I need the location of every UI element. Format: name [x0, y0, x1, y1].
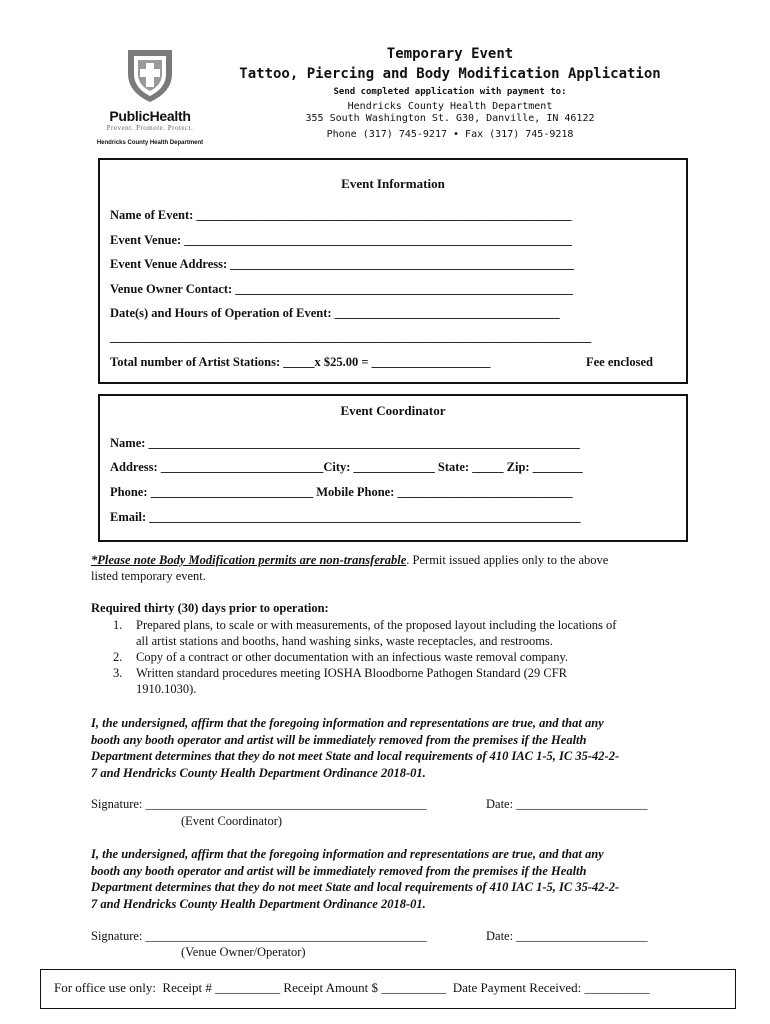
send-note: Send completed application with payment to: [333, 87, 567, 97]
venue-owner-field[interactable]: Venue Owner Contact: ______________________________________________________ [110, 282, 573, 296]
logo-tagline: Prevent. Promote. Protect. [106, 124, 194, 132]
section-title: Event Information [341, 176, 445, 191]
requirements-heading: Required thirty (30) days prior to operation: [91, 601, 329, 615]
coordinator-name-field[interactable]: Name: _____________________________________________________________________ [110, 436, 580, 450]
affirmation-line: booth any booth operator and artist will be immediately removed from the premises if the Health [91, 733, 587, 747]
requirement-item-1: Prepared plans, to scale or with measurements, of the proposed layout including the locations of [136, 618, 617, 632]
requirement-item-2: Copy of a contract or other documentation with an infectious waste removal company. [136, 650, 569, 664]
coordinator-phone-field[interactable]: Phone: __________________________ Mobile Phone: ____________________________ [110, 485, 573, 499]
requirement-item-1-cont: all artist stations and booths, hand washing sinks, waste receptacles, and restrooms. [136, 634, 553, 648]
dept-address: 355 South Washington St. G30, Danville, IN 46122 [305, 113, 595, 124]
requirement-item-3: Written standard procedures meeting IOSHA Bloodborne Pathogen Standard (29 CFR [136, 666, 568, 680]
office-use-box [40, 969, 736, 1009]
transfer-note-emphasis: *Please note Body Modification permits are non-transferable [91, 553, 407, 567]
form-title: Temporary Event [386, 46, 514, 62]
coordinator-signature-field[interactable]: Signature: _____________________________________________ [91, 797, 427, 811]
section-title: Event Coordinator [340, 403, 446, 418]
fee-enclosed-label: Fee enclosed [586, 355, 653, 369]
list-number: 1. [113, 618, 123, 632]
name-of-event-field[interactable]: Name of Event: ____________________________________________________________ [110, 208, 572, 222]
shield-cross-icon [122, 46, 178, 104]
coordinator-date-field[interactable]: Date: _____________________ [486, 797, 648, 811]
affirmation-line: Department determines that they do not meet State and local requirements of 410 IAC 1-5, IC 35-42-2- [91, 749, 620, 763]
coordinator-email-field[interactable]: Email: _____________________________________________________________________ [110, 510, 581, 524]
affirmation-line: I, the undersigned, affirm that the foregoing information and representations are true, and that any [91, 716, 604, 730]
affirmation-line: Department determines that they do not meet State and local requirements of 410 IAC 1-5, IC 35-42-2- [91, 880, 620, 894]
event-coordinator-section [98, 394, 688, 542]
transfer-note [91, 553, 608, 568]
venue-address-field[interactable]: Event Venue Address: _______________________________________________________ [110, 257, 575, 271]
owner-date-field[interactable]: Date: _____________________ [486, 929, 648, 943]
dept-name: Hendricks County Health Department [347, 101, 553, 112]
event-venue-field[interactable]: Event Venue: ______________________________________________________________ [110, 233, 572, 247]
coordinator-role-label: (Event Coordinator) [181, 814, 283, 828]
transfer-note-rest: . Permit issued applies only to the above [406, 553, 609, 567]
form-subtitle: Tattoo, Piercing and Body Modification Application [239, 66, 661, 82]
affirmation-line: booth any booth operator and artist will be immediately removed from the premises if the Health [91, 864, 587, 878]
transfer-note-line2: listed temporary event. [91, 569, 206, 583]
list-number: 2. [113, 650, 123, 664]
owner-role-label: (Venue Owner/Operator) [181, 945, 306, 959]
dept-contact: Phone (317) 745-9217 • Fax (317) 745-9218 [326, 129, 574, 140]
logo-org-name: PublicHealth [109, 108, 191, 124]
health-department-logo [88, 46, 212, 146]
event-information-section [98, 158, 688, 384]
affirmation-line: I, the undersigned, affirm that the foregoing information and representations are true, and that any [91, 847, 604, 861]
owner-signature-field[interactable]: Signature: _____________________________________________ [91, 929, 427, 943]
dates-hours-continuation-field[interactable]: _____________________________________________________________________________ [110, 330, 592, 344]
affirmation-line: 7 and Hendricks County Health Department Ordinance 2018-01. [91, 766, 426, 780]
coordinator-address-field[interactable]: Address: __________________________City: _____________ State: _____ Zip: ________ [110, 460, 583, 474]
list-number: 3. [113, 666, 123, 680]
dates-hours-field[interactable]: Date(s) and Hours of Operation of Event: ____________________________________ [110, 306, 560, 320]
office-use-text[interactable]: For office use only: Receipt # __________ Receipt Amount $ __________ Date Payment Received: __________ [54, 980, 650, 995]
artist-stations-field[interactable]: Total number of Artist Stations: _____x $25.00 = ___________________ [110, 355, 491, 369]
requirement-item-3-cont: 1910.1030). [136, 682, 197, 696]
affirmation-line: 7 and Hendricks County Health Department Ordinance 2018-01. [91, 897, 426, 911]
logo-department: Hendricks County Health Department [96, 140, 204, 146]
